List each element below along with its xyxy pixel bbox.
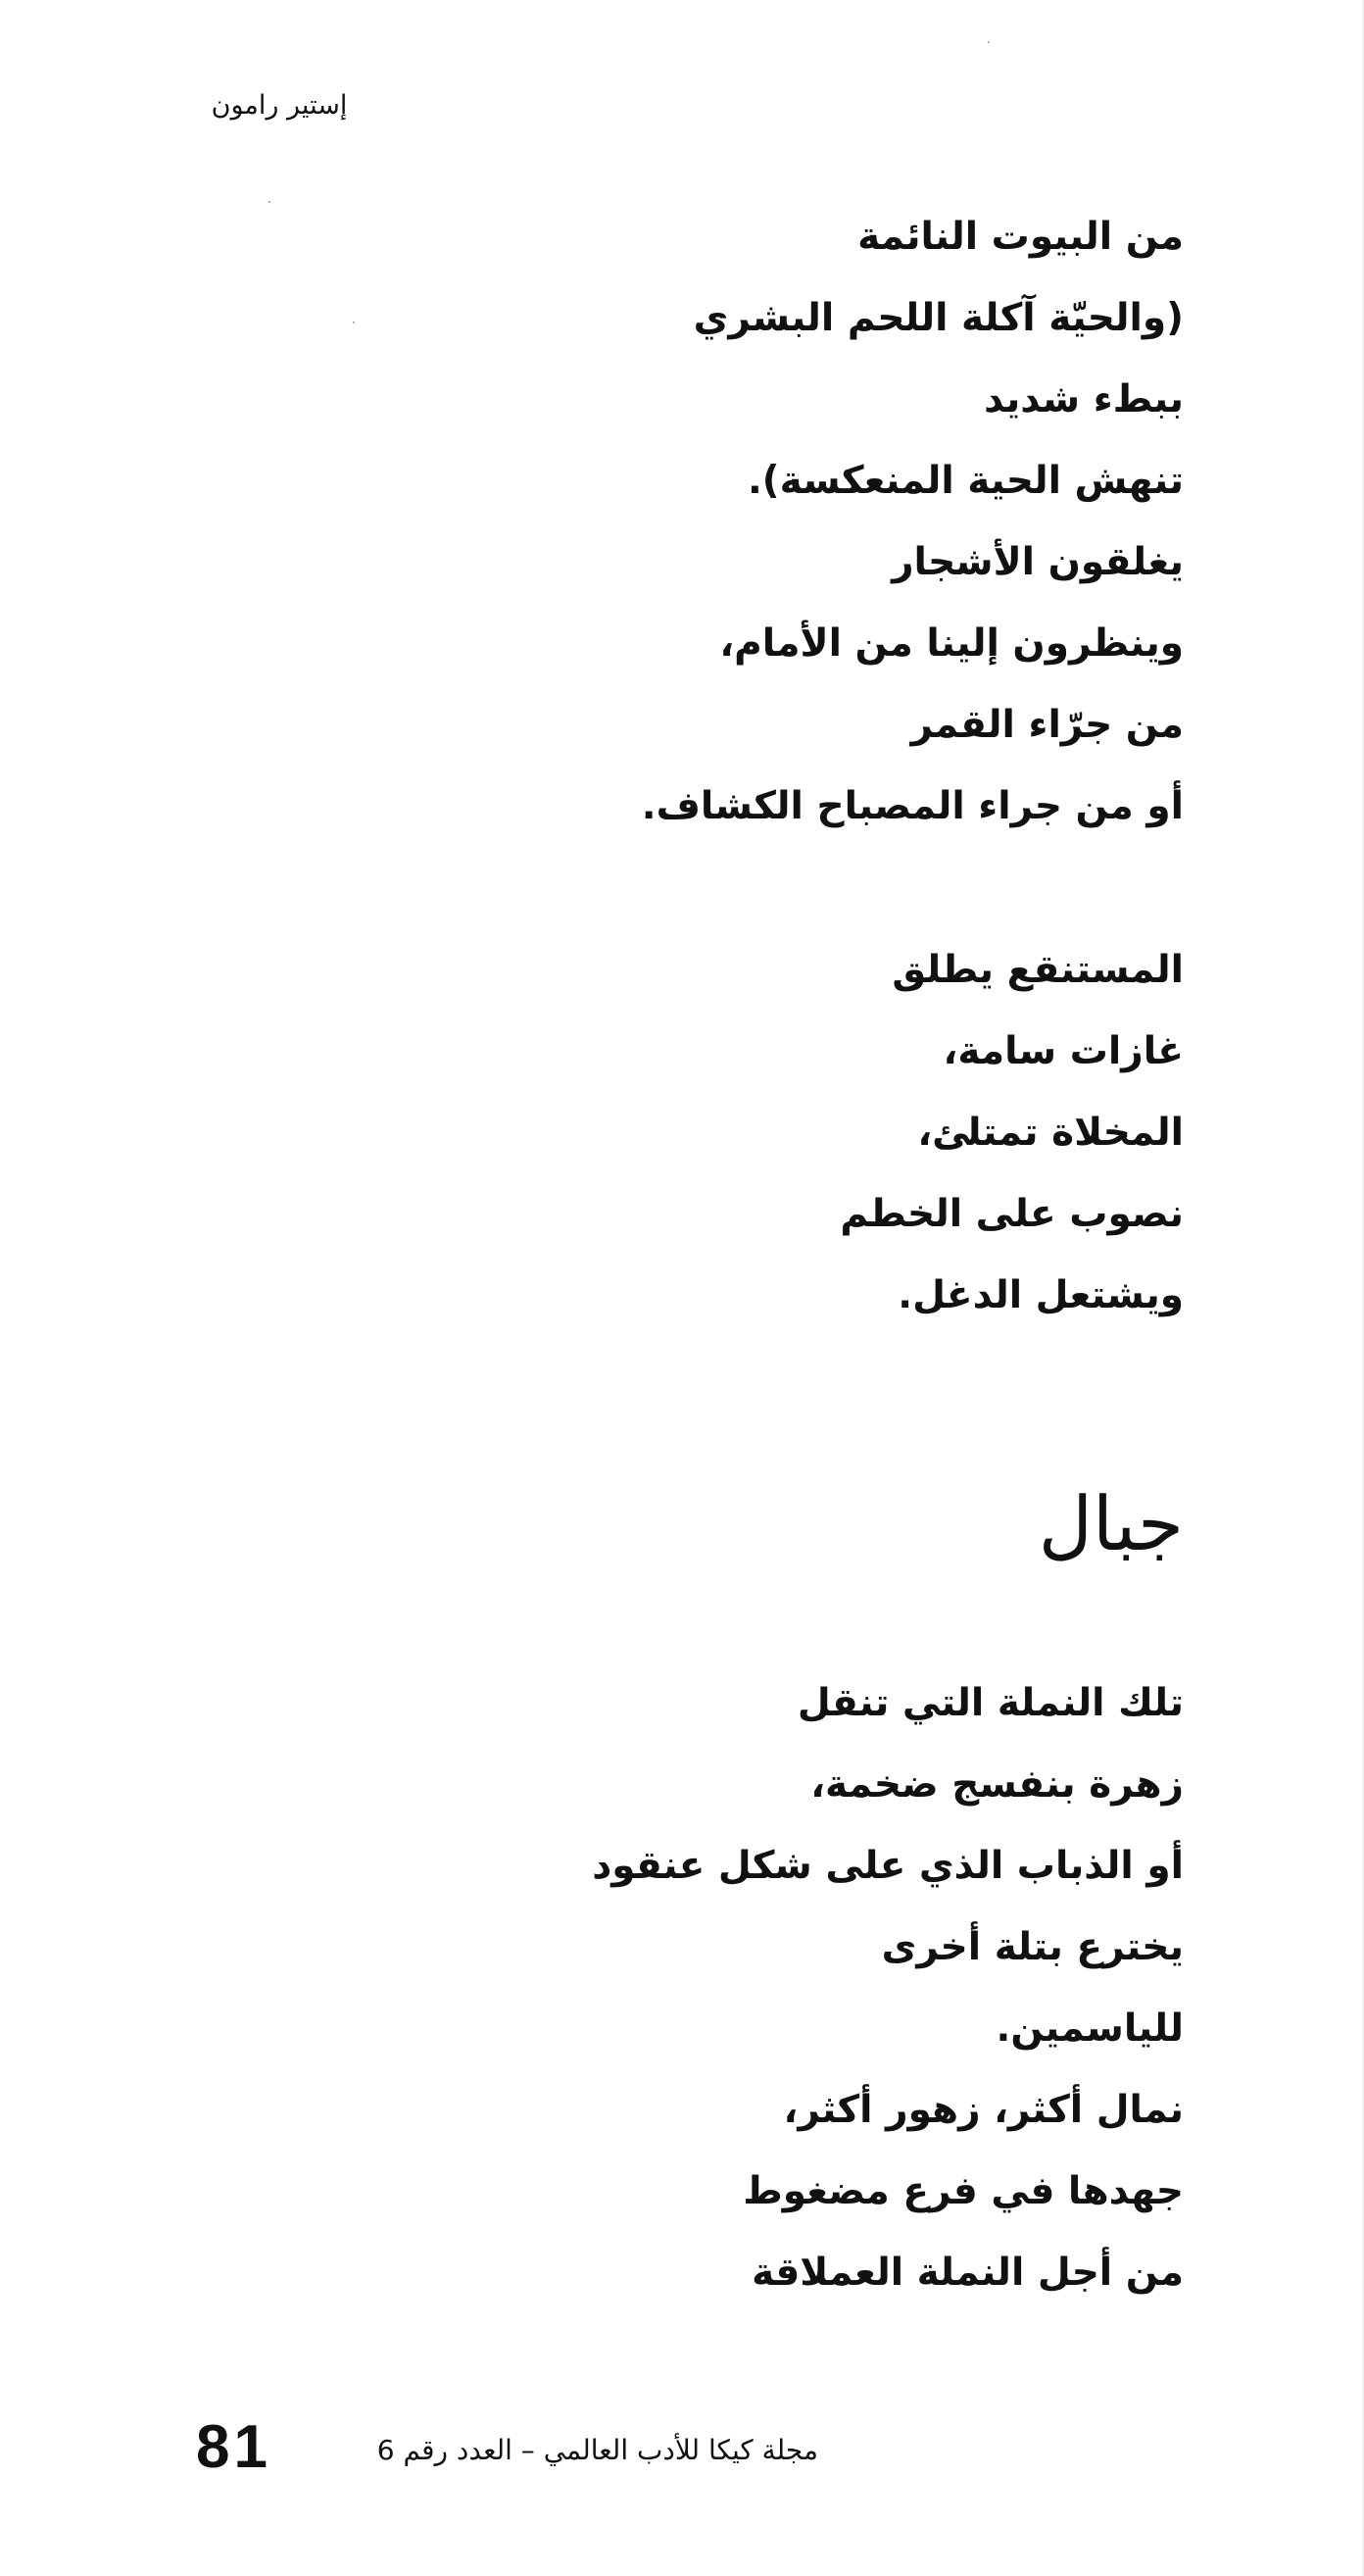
poem-line: للياسمين.: [996, 2006, 1184, 2051]
scan-speck: [353, 322, 355, 323]
poem-line: نمال أكثر، زهور أكثر،: [783, 2088, 1184, 2132]
poem-line: نصوب على الخطم: [840, 1192, 1184, 1236]
poem-line: يخترع بتلة أخرى: [881, 1925, 1184, 1969]
poem-line: ويشتعل الدغل.: [898, 1273, 1184, 1317]
poem-line: من أجل النملة العملاقة: [752, 2251, 1184, 2295]
poem-line: يغلقون الأشجار: [892, 540, 1184, 584]
scan-speck: [268, 201, 270, 203]
poem2-stanza: [592, 1662, 1184, 2313]
poem-title: جبال: [1038, 1480, 1184, 1567]
poem-line: من جرّاء القمر: [910, 703, 1184, 747]
poem-stanza-2: [840, 929, 1184, 1336]
poem-line: من البيوت النائمة: [857, 215, 1184, 259]
poem-line: تلك النملة التي تنقل: [797, 1681, 1184, 1725]
poem-line: أو الذباب الذي على شكل عنقود: [592, 1844, 1184, 1888]
poem-line: جهدها في فرع مضغوط: [743, 2169, 1184, 2213]
poem-stanza-1: [642, 196, 1184, 847]
page-number: 81: [196, 2413, 271, 2481]
poem-line: زهرة بنفسج ضخمة،: [810, 1762, 1184, 1807]
poem-line: ببطء شديد: [984, 377, 1184, 421]
poem-line: تنهش الحية المنعكسة).: [747, 459, 1184, 503]
poem-line: وينظرون إلينا من الأمام،: [719, 621, 1184, 666]
poem-line: المخلاة تمتلئ،: [917, 1111, 1184, 1155]
poem-line: غازات سامة،: [943, 1029, 1184, 1073]
poem-line: المستنقع يطلق: [892, 948, 1184, 992]
poem-line: (والحيّة آكلة اللحم البشري: [693, 296, 1184, 340]
scan-speck: [988, 41, 990, 43]
footer-journal-title: مجلة كيكا للأدب العالمي – العدد رقم 6: [376, 2434, 818, 2466]
running-head-author: إستير رامون: [211, 90, 348, 121]
poem-line: أو من جراء المصباح الكشاف.: [641, 784, 1184, 828]
